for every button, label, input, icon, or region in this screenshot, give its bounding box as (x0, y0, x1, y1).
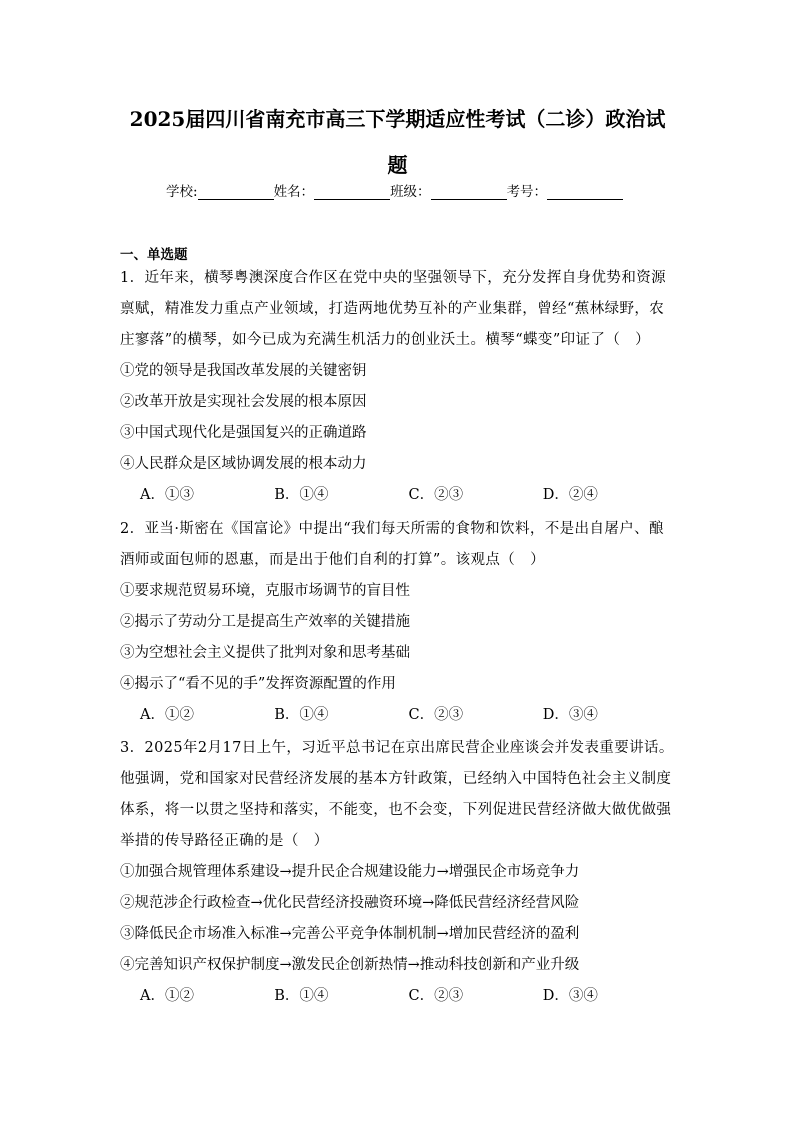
answer-choices (140, 981, 677, 1012)
choice-c[interactable]: C．②③ (408, 487, 464, 503)
question-stem: 3．2025年2月17日上午，习近平总书记在京出席民营企业座谈会并发表重要讲话。他强调，党和国家对民营经济发展的基本方针政策，已经纳入中国特色社会主义制度体系，将一以贯之坚持和落实，不能变，也不会变，下列促进民营经济做大做优做强举措的传导路径正确的是（ ） (120, 740, 674, 849)
name-blank[interactable] (314, 185, 390, 200)
exam-title (120, 96, 675, 188)
statement-1: ①要求规范贸易环境，克服市场调节的盲目性 (120, 583, 410, 599)
choice-b[interactable]: B．①④ (274, 707, 329, 723)
statement-2: ②改革开放是实现社会发展的根本原因 (120, 394, 367, 410)
exam-number-label: 考号： (506, 184, 548, 200)
answer-choices (140, 700, 677, 731)
statement-4: ④揭示了“看不见的手”发挥资源配置的作用 (120, 676, 396, 692)
choice-a[interactable]: A．①② (140, 988, 194, 1004)
statement-3: ③降低民企市场准入标准→完善公平竞争体制机制→增加民营经济的盈利 (120, 926, 580, 942)
statement-2: ②规范涉企行政检查→优化民营经济投融资环境→降低民营经济经营风险 (120, 895, 580, 911)
choice-a[interactable]: A．①② (140, 707, 194, 723)
exam-title-line1: 2025届四川省南充市高三下学期适应性考试（二诊）政治试 (129, 107, 666, 131)
student-info-row (166, 180, 623, 200)
choice-d[interactable]: D．③④ (542, 707, 598, 723)
statement-1: ①加强合规管理体系建设→提升民企合规建设能力→增强民企市场竞争力 (120, 864, 580, 880)
class-label: 班级： (390, 184, 431, 200)
exam-title-line2: 题 (387, 153, 408, 177)
choice-b[interactable]: B．①④ (274, 988, 329, 1004)
question-2 (120, 514, 677, 731)
school-blank[interactable] (198, 185, 274, 200)
statement-4: ④人民群众是区域协调发展的根本动力 (120, 456, 367, 472)
choice-c[interactable]: C．②③ (408, 707, 464, 723)
choice-d[interactable]: D．③④ (542, 988, 598, 1004)
choice-b[interactable]: B．①④ (274, 487, 329, 503)
section-heading: 一、单选题 (120, 247, 188, 263)
question-stem: 2．亚当·斯密在《国富论》中提出“我们每天所需的食物和饮料，不是出自屠户、酿酒师或面包师的恩惠，而是出于他们自利的打算”。该观点（ ） (120, 521, 664, 568)
statement-4: ④完善知识产权保护制度→激发民企创新热情→推动科技创新和产业升级 (120, 957, 580, 973)
statement-3: ③为空想社会主义提供了批判对象和思考基础 (120, 645, 410, 661)
name-label: 姓名： (273, 184, 315, 200)
statement-2: ②揭示了劳动分工是提高生产效率的关键措施 (120, 614, 410, 630)
statement-1: ①党的领导是我国改革发展的关键密钥 (120, 363, 367, 379)
choice-c[interactable]: C．②③ (408, 988, 464, 1004)
exam-number-blank[interactable] (547, 185, 623, 200)
choice-d[interactable]: D．②④ (542, 487, 598, 503)
class-blank[interactable] (431, 185, 507, 200)
question-3 (120, 733, 677, 1012)
school-label: 学校: (166, 184, 198, 200)
statement-3: ③中国式现代化是强国复兴的正确道路 (120, 425, 367, 441)
answer-choices (140, 480, 677, 511)
question-1 (120, 263, 677, 511)
question-stem: 1．近年来，横琴粤澳深度合作区在党中央的坚强领导下，充分发挥自身优势和资源禀赋，精准发力重点产业领域，打造两地优势互补的产业集群，曾经“蕉林绿野，农庄寥落”的横琴，如今已成为充满生机活力的创业沃土。横琴“蝶变”印证了（ ） (120, 270, 667, 348)
choice-a[interactable]: A．①③ (140, 487, 194, 503)
